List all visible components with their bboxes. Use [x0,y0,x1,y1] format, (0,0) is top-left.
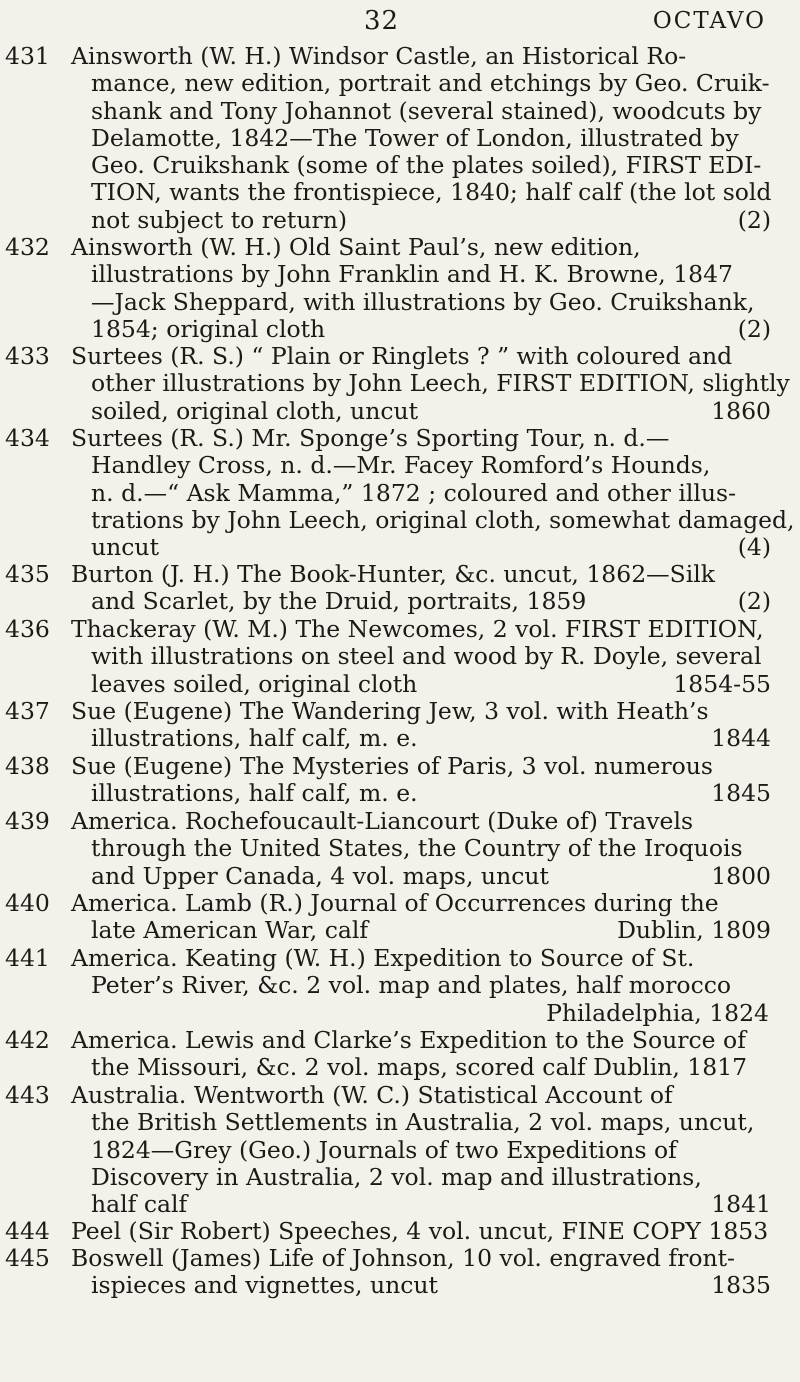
lot-number: 444 [5,1217,50,1245]
entry-line: with illustrations on steel and wood by R. Doyle, several [91,642,762,671]
entry-date: 1854-55 [673,669,771,698]
entry-date: 1800 [711,861,771,890]
entry-line: other illustrations by John Leech, FIRST EDITION, slightly [91,369,790,398]
entry-text [71,890,771,945]
entry-line: America. Lewis and Clarke’s Expedition to the Source of [71,1026,746,1054]
entry-line: Burton (J. H.) The Book-Hunter, &c. uncut, 1862—Silk [71,560,716,588]
entry-date: (4) [737,533,771,562]
entry-line: Boswell (James) Life of Johnson, 10 vol. engraved front- [71,1244,736,1272]
entry-line: not subject to return) [91,205,348,234]
entry-text [71,1082,771,1218]
lot-number: 436 [5,615,50,643]
entry-line: illustrations, half calf, m. e. [91,779,418,808]
entry-line: Geo. Cruikshank (some of the plates soiled), FIRST EDI- [91,151,762,180]
entry-line: and Upper Canada, 4 vol. maps, uncut [91,861,549,890]
entry-line: Sue (Eugene) The Wandering Jew, 3 vol. with Heath’s [71,697,709,725]
entry-line: and Scarlet, by the Druid, portraits, 1859 [91,587,587,616]
entry-date: (2) [737,205,771,234]
lot-number: 433 [5,342,50,370]
entry-line: Ainsworth (W. H.) Windsor Castle, an Historical Ro- [71,42,687,70]
entry-text [71,753,771,808]
entry-text [71,1218,771,1245]
lot-number: 441 [5,944,50,972]
entry-text [71,1027,771,1082]
entry-date: 1841 [711,1190,771,1219]
entry-line: Peel (Sir Robert) Speeches, 4 vol. uncut, FINE COPY 1853 [71,1217,769,1245]
entry-line: Ainsworth (W. H.) Old Saint Paul’s, new edition, [71,233,641,261]
entry-line: America. Keating (W. H.) Expedition to Source of St. [71,944,695,972]
entry-text [71,698,771,753]
entry-line: illustrations, half calf, m. e. [91,724,418,753]
page-header [0,6,800,36]
entry-date: Dublin, 1809 [617,916,771,945]
entry-line: late American War, calf [91,916,369,945]
entry-line: shank and Tony Johannot (several stained), woodcuts by [91,96,762,125]
entry-date: Philadelphia, 1824 [546,998,769,1027]
entry-line: the Missouri, &c. 2 vol. maps, scored calf Dublin, 1817 [91,1053,748,1082]
entry-text [71,342,790,425]
entry-date: 1845 [711,779,771,808]
entry-line: —Jack Sheppard, with illustrations by Geo. Cruikshank, [91,287,755,316]
entry-line: mance, new edition, portrait and etchings by Geo. Cruik- [91,69,770,98]
entry-line: Surtees (R. S.) Mr. Sponge’s Sporting Tour, n. d.— [71,424,670,452]
entry-line: America. Lamb (R.) Journal of Occurrences during the [71,889,719,917]
entry-line: 1824—Grey (Geo.) Journals of two Expeditions of [91,1135,677,1164]
entry-line: Australia. Wentworth (W. C.) Statistical Account of [71,1081,673,1109]
entry-line: Discovery in Australia, 2 vol. map and illustrations, [91,1162,702,1191]
entry-line: Thackeray (W. M.) The Newcomes, 2 vol. FIRST EDITION, [71,615,764,643]
entry-date: 1835 [711,1271,771,1300]
entry-text [71,424,795,562]
entry-line: n. d.—“ Ask Mamma,” 1872 ; coloured and other illus- [91,478,737,507]
entry-line: through the United States, the Country of the Iroquois [91,834,743,863]
lot-number: 442 [5,1026,50,1054]
lot-number: 435 [5,560,50,588]
entry-text [71,808,771,890]
lot-number: 438 [5,752,50,780]
entry-text [71,616,771,698]
entry-line: Peter’s River, &c. 2 vol. map and plates, half morocco [91,971,732,1000]
entry-date: (2) [737,314,771,343]
entry-text [71,43,771,234]
entry-line: ispieces and vignettes, uncut [91,1271,438,1300]
lot-number: 432 [5,233,50,261]
lot-number: 445 [5,1244,50,1272]
entry-text [71,561,771,616]
section-title: OCTAVO [652,8,766,34]
entry-line: Surtees (R. S.) “ Plain or Ringlets ? ” with coloured and [71,342,733,370]
entry-text [71,945,771,1027]
entry-date: 1860 [711,396,771,425]
entry-line: uncut [91,533,160,562]
entry-line: 1854; original cloth [91,314,326,343]
entry-line: illustrations by John Franklin and H. K. Browne, 1847 [91,260,734,289]
entry-line: Sue (Eugene) The Mysteries of Paris, 3 vol. numerous [71,752,713,780]
entry-line: Handley Cross, n. d.—Mr. Facey Romford’s Hounds, [91,451,711,480]
lot-number: 431 [5,42,50,70]
entry-line: TION, wants the frontispiece, 1840; half calf (the lot sold [91,178,772,207]
entry-date: (2) [737,587,771,616]
entry-line: soiled, original cloth, uncut [91,396,419,425]
lot-number: 437 [5,697,50,725]
entry-line: the British Settlements in Australia, 2 vol. maps, uncut, [91,1108,755,1137]
lot-number: 443 [5,1081,50,1109]
entry-line: trations by John Leech, original cloth, somewhat damaged, [91,505,795,534]
lot-number: 434 [5,424,50,452]
lot-number: 440 [5,889,50,917]
entry-date: 1844 [711,724,771,753]
entry-text [71,1245,771,1300]
lot-number: 439 [5,807,50,835]
entry-line: Delamotte, 1842—The Tower of London, illustrated by [91,123,739,152]
entry-line: leaves soiled, original cloth [91,669,418,698]
page-number: 32 [364,6,400,36]
entry-line: half calf [91,1190,188,1219]
entry-line: America. Rochefoucault-Liancourt (Duke of) Travels [71,807,694,835]
entry-text [71,234,771,343]
